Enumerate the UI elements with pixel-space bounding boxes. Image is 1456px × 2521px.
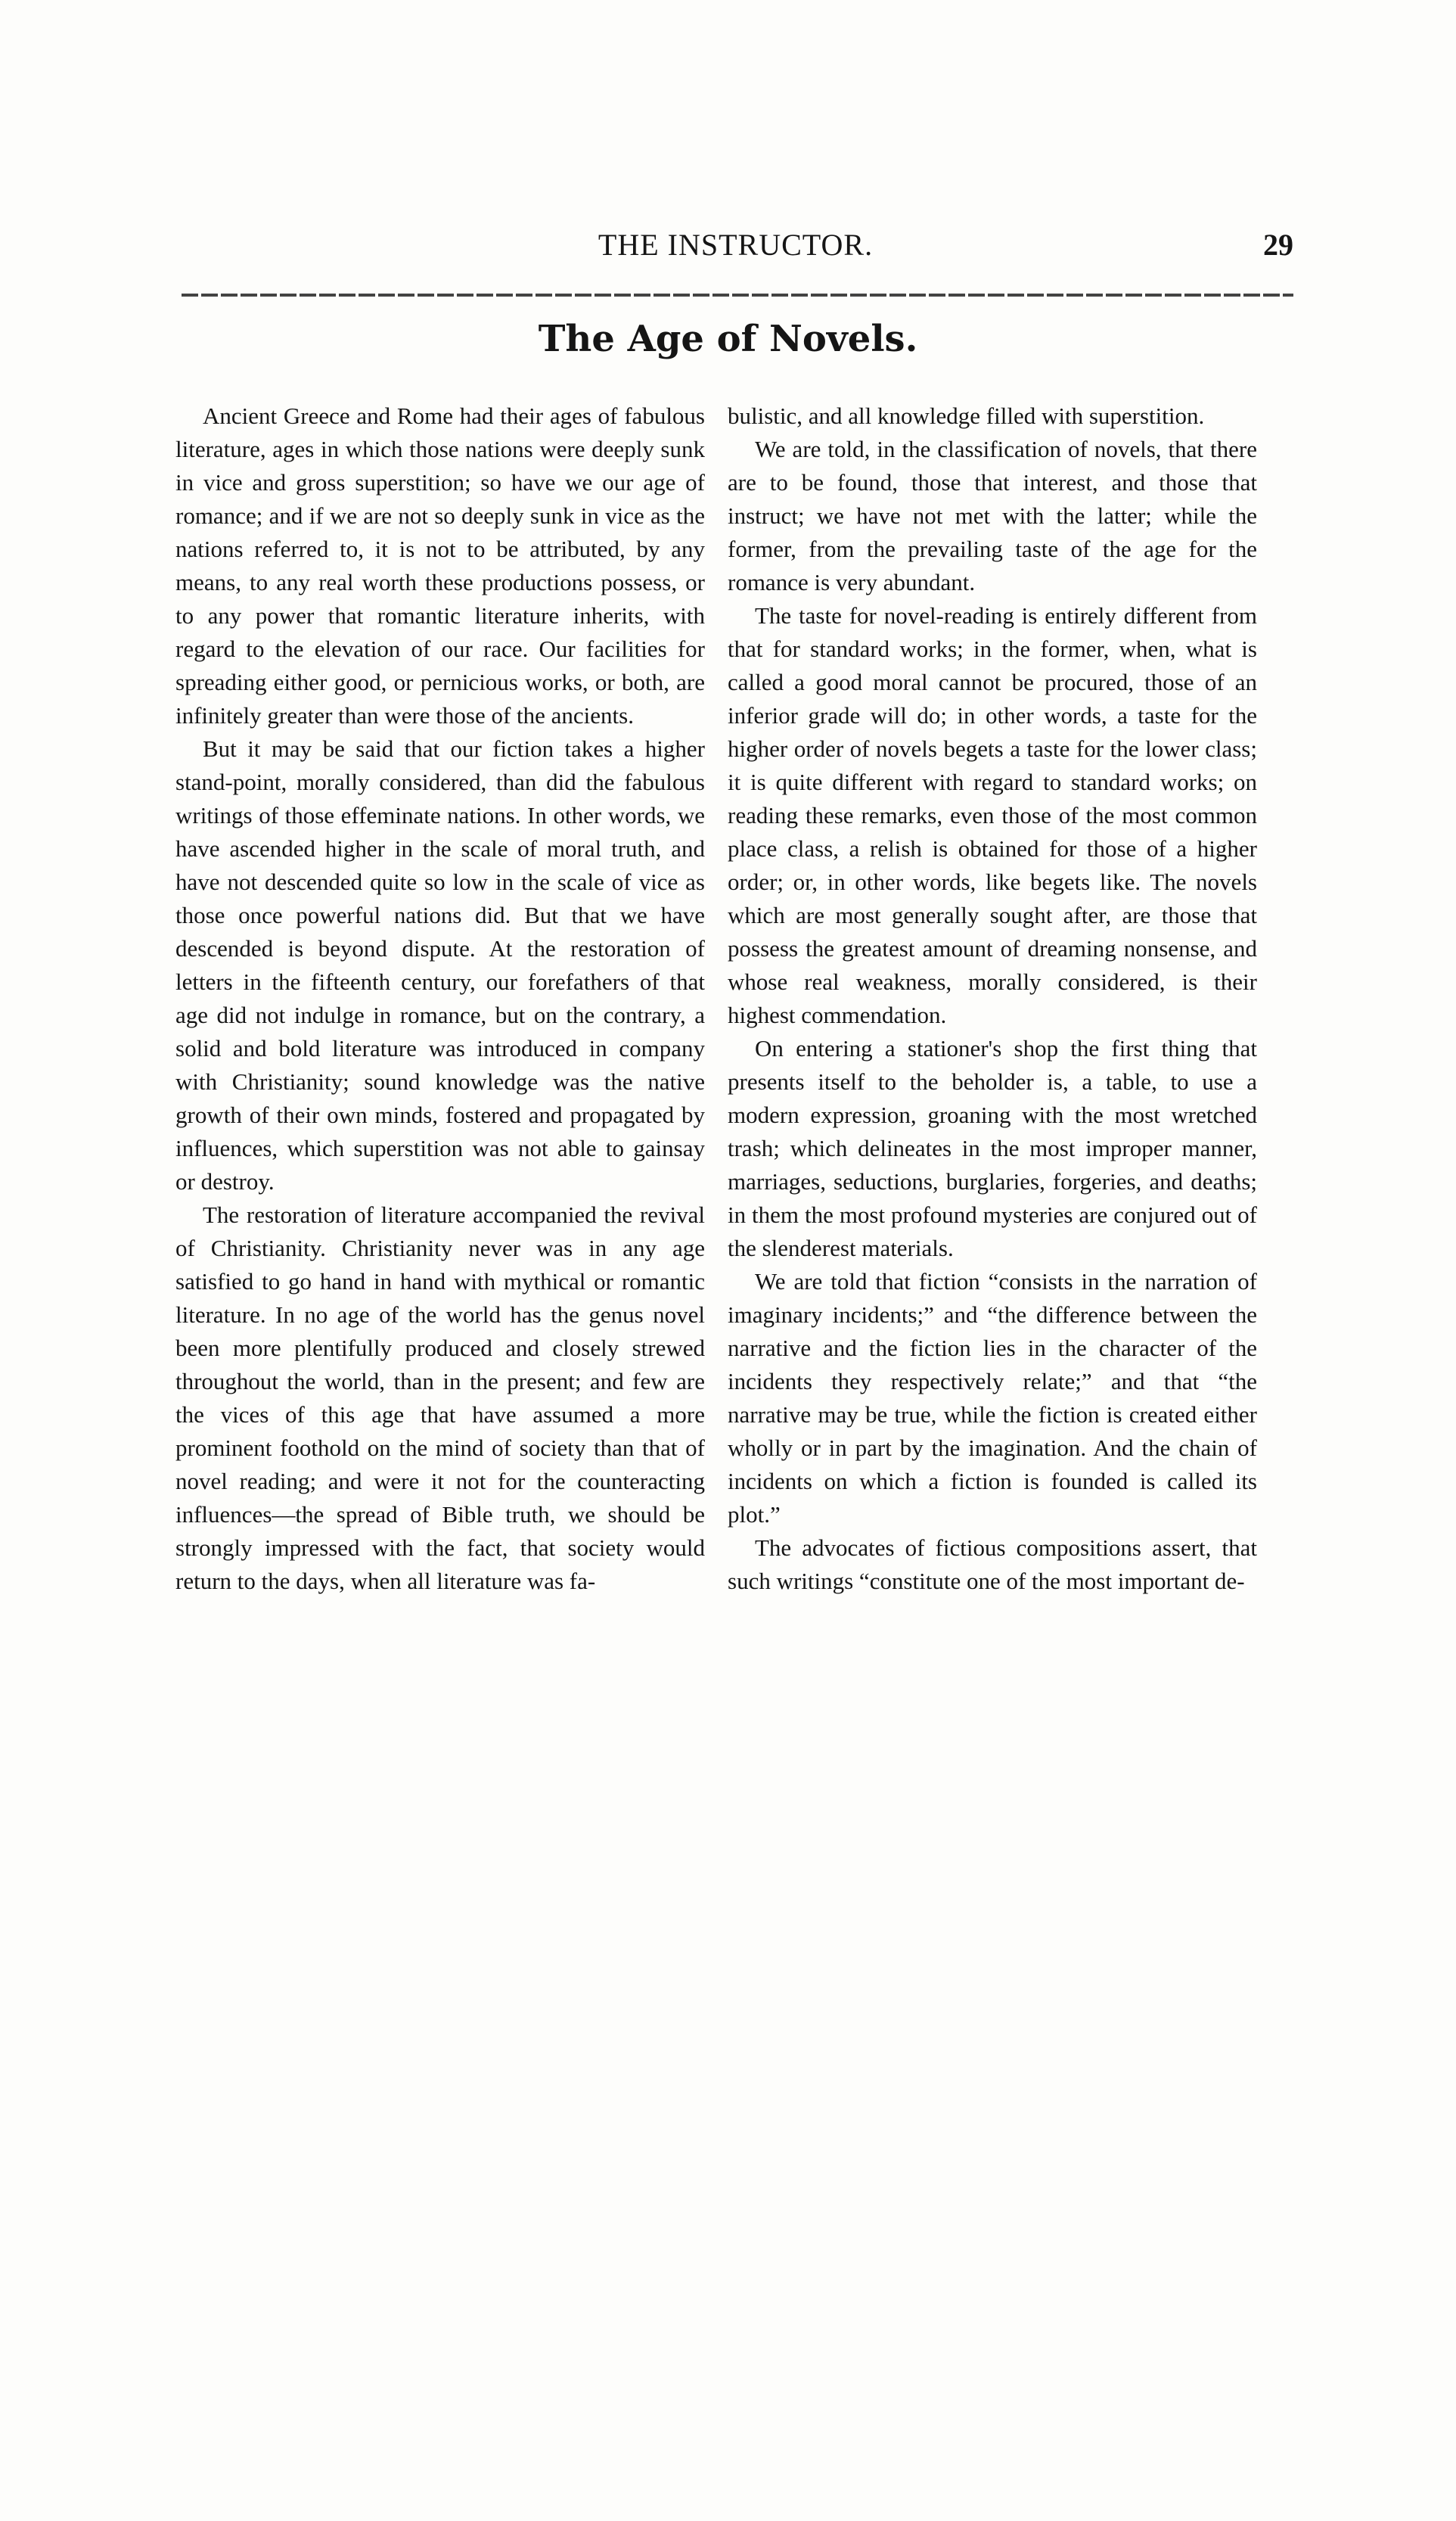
- paragraph: But it may be said that our fiction takes a higher stand-point, morally considered, than did the fabulous writings of those effeminate nations. In other words, we have ascended higher in the scale of moral truth, and have not descended quite so low in the scale of vice as those once powerful nations did. But that we have descended is beyond dispute. At the restoration of letters in the fifteenth century, our forefathers of that age did not indulge in romance, but on the contrary, a solid and bold literature was introduced in company with Christianity; sound knowledge was the native growth of their own minds, fostered and propagated by influences, which superstition was not able to gainsay or destroy.: [175, 735, 705, 1195]
- article-title: The Age of Novels.: [538, 318, 918, 360]
- running-head: [178, 227, 1293, 272]
- paragraph: On entering a stationer's shop the first thing that presents itself to the beholder is, a table, to use a modern expression, groaning with the most wretched trash; which delineates in the most improper manner, marriages, seductions, burglaries, forgeries, and deaths; in them the most profound mysteries are conjured out of the slenderest materials.: [728, 1035, 1257, 1261]
- paragraph: The taste for novel-reading is entirely different from that for standard works; in the former, when, what is called a good moral cannot be procured, those of an inferior grade will do; in other words, a taste for the higher order of novels begets a taste for the lower class; it is quite different with regard to standard works; on reading these remarks, even those of the most common place class, a relish is obtained for those of a higher order; or, in other words, like begets like. The novels which are most generally sought after, are those that possess the greatest amount of dreaming nonsense, and whose real weakness, morally considered, is their highest commendation.: [728, 602, 1257, 1028]
- right-column: [728, 399, 1257, 1598]
- header-rule: [182, 294, 1293, 297]
- page-number: 29: [1263, 228, 1293, 262]
- paragraph: The restoration of literature accompanied the revival of Christianity. Christianity never was in any age satisfied to go hand in hand with mythical or romantic literature. In no age of the world has the genus novel been more plentifully produced and closely strewed throughout the world, than in the present; and few are the vices of this age that have assumed a more prominent foothold on the mind of society than that of novel reading; and were it not for the counteracting influences—the spread of Bible truth, we should be strongly impressed with the fact, that society would return to the days, when all literature was fa-: [175, 1201, 705, 1594]
- running-title: THE INSTRUCTOR.: [598, 228, 874, 262]
- paragraph: Ancient Greece and Rome had their ages of fabulous literature, ages in which those nations were deeply sunk in vice and gross superstition; so have we our age of romance; and if we are not so deeply sunk in vice as the nations referred to, it is not to be attributed, by any means, to any real worth these productions possess, or to any power that romantic literature inherits, with regard to the elevation of our race. Our facilities for spreading either good, or pernicious works, or both, are infinitely greater than were those of the ancients.: [175, 403, 705, 729]
- paragraph: We are told, in the classification of novels, that there are to be found, those that interest, and those that instruct; we have not met with the latter; while the former, from the prevailing taste of the age for the romance is very abundant.: [728, 436, 1257, 595]
- paragraph: We are told that fiction “consists in the narration of imaginary incidents;” and “the difference between the narrative and the fiction lies in the character of the incidents they respectively relate;” and that “the narrative may be true, while the fiction is created either wholly or in part by the imagination. And the chain of incidents on which a fiction is founded is called its plot.”: [728, 1268, 1257, 1528]
- paragraph: The advocates of fictious compositions assert, that such writings “constitute one of the most important de-: [728, 1534, 1257, 1594]
- paragraph: bulistic, and all knowledge filled with superstition.: [728, 403, 1205, 429]
- left-column: [175, 399, 705, 1598]
